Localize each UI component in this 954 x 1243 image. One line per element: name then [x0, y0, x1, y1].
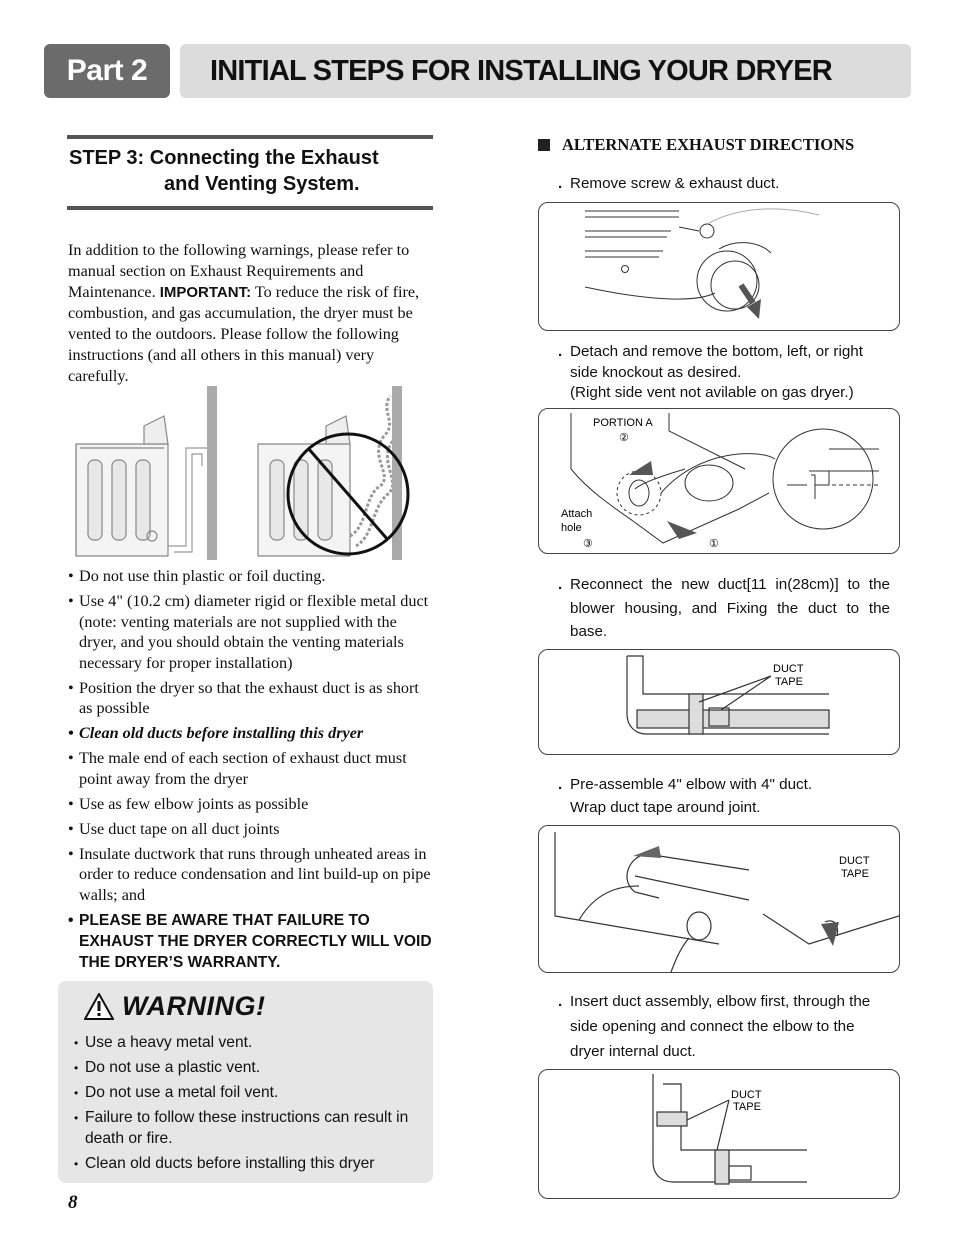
tape-label: TAPE — [733, 1101, 761, 1113]
list-item: • Do not use a metal foil vent. — [74, 1083, 424, 1104]
list-item: • Use as few elbow joints as possible — [68, 794, 434, 815]
warning-list — [74, 1033, 424, 1179]
page-title: INITIAL STEPS FOR INSTALLING YOUR DRYER — [180, 44, 911, 98]
list-item: • Use 4" (10.2 cm) diameter rigid or flexible metal duct (note: venting materials are not supplied with the dryer, and you should obtain the venting materials necessary for proper installation) — [68, 591, 434, 673]
duct-label: DUCT — [773, 663, 804, 675]
figure-reconnect-duct — [538, 649, 900, 755]
marker-3: ③ — [583, 538, 593, 550]
list-item: • Do not use a plastic vent. — [74, 1058, 424, 1079]
intro-paragraph — [68, 240, 434, 387]
alt-step-4: . Pre-assemble 4" elbow with 4" duct. Wrap duct tape around joint. — [558, 776, 813, 816]
figure-insert-duct — [538, 1069, 900, 1199]
warning-box — [58, 981, 433, 1183]
attach-label: Attach — [561, 508, 593, 520]
important-label: IMPORTANT: — [159, 283, 252, 301]
list-item: • Clean old ducts before installing this dryer — [68, 723, 434, 744]
warning-title — [84, 991, 265, 1022]
figure-preassemble-elbow — [538, 825, 900, 973]
list-item: • Failure to follow these instructions can result in death or fire. — [74, 1108, 424, 1149]
tape-label: TAPE — [775, 676, 803, 688]
warning-title-text: WARNING! — [122, 991, 266, 1021]
list-item: • Clean old ducts before installing this dryer — [74, 1154, 424, 1175]
list-item: • Use a heavy metal vent. — [74, 1033, 424, 1054]
alt-step-1: . Remove screw & exhaust duct. — [558, 175, 780, 192]
duct-label: DUCT — [731, 1089, 762, 1101]
hole-label: hole — [561, 522, 582, 534]
alternate-heading-text: ALTERNATE EXHAUST DIRECTIONS — [562, 135, 855, 154]
alt-step-3: . Reconnect the new duct[11 in(28cm)] to the blower housing, and Fixing the duct to the base. — [558, 576, 890, 640]
figure-remove-duct — [538, 202, 900, 331]
marker-1: ① — [709, 538, 719, 550]
alternate-heading — [538, 135, 854, 155]
list-item: • The male end of each section of exhaust duct must point away from the dryer — [68, 748, 434, 789]
figure-knockout — [538, 408, 900, 554]
step-heading — [67, 135, 433, 210]
step-heading-line2: and Venting System. — [164, 173, 360, 195]
dryer-correct — [76, 416, 168, 556]
list-item: • Use duct tape on all duct joints — [68, 819, 434, 840]
rigid-duct — [168, 386, 217, 560]
list-item: • Do not use thin plastic or foil ducting. — [68, 566, 434, 587]
step-heading-line1: STEP 3: Connecting the Exhaust — [69, 147, 379, 169]
list-item: • Position the dryer so that the exhaust duct is as short as possible — [68, 678, 434, 719]
venting-rules-list — [68, 566, 434, 977]
page-number: 8 — [68, 1192, 78, 1213]
square-bullet-icon — [538, 139, 550, 151]
intro-text-a: In addition to the following warnings, please refer to manual section on Exhaust Requirements and Maintenance. — [68, 241, 410, 301]
list-item: • Insulate ductwork that runs through unheated areas in order to reduce condensation and lint build-up on pipe walls; and — [68, 844, 434, 906]
warning-triangle-icon — [84, 993, 114, 1020]
marker-2: ② — [619, 432, 629, 444]
duct-label: DUCT — [839, 855, 870, 867]
list-item: • PLEASE BE AWARE THAT FAILURE TO EXHAUST THE DRYER CORRECTLY WILL VOID THE DRYER’S WARRANTY. — [68, 910, 434, 973]
venting-illustration — [68, 386, 418, 560]
tape-label: TAPE — [841, 868, 869, 880]
alt-step-5: . Insert duct assembly, elbow first, through the side opening and connect the elbow to the dryer internal duct. — [558, 993, 871, 1060]
alt-step-2: . Detach and remove the bottom, left, or right side knockout as desired. (Right side vent not avilable on gas dryer.) — [558, 343, 863, 401]
part-label: Part 2 — [44, 44, 170, 98]
portion-label: PORTION A — [593, 417, 653, 429]
intro-text-b: To reduce the risk of fire, combustion, and gas accumulation, the dryer must be vented to the outdoors. Please follow the following instructions (and all others in this manual) very carefully. — [68, 282, 420, 385]
